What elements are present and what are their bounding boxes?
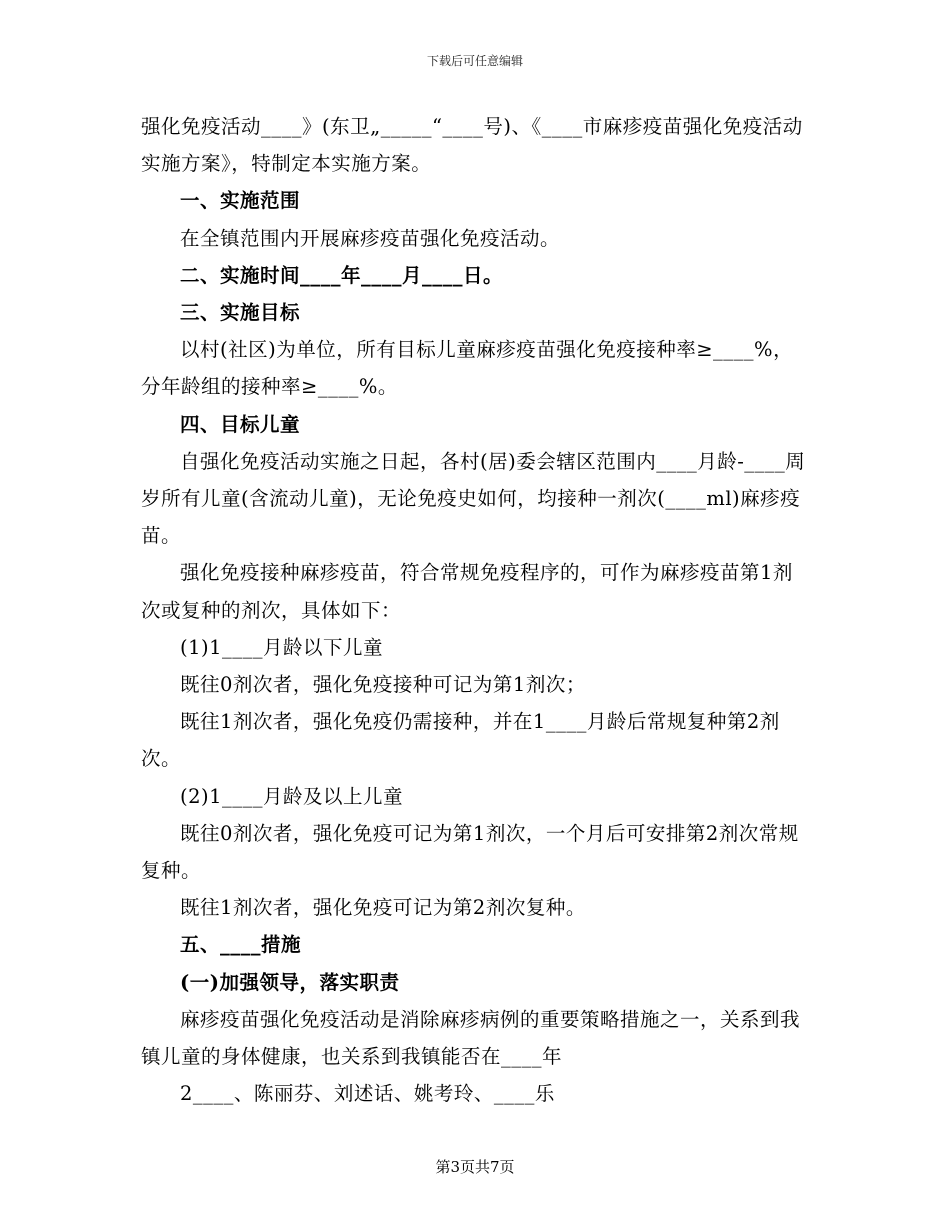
paragraph: 强化免疫活动____》(东卫„_____“____号)、《____市麻疹疫苗强化免疫活动实施方案》，特制定本实施方案。 [141,115,803,176]
paragraph: 在全镇范围内开展麻疹疫苗强化免疫活动。 [180,226,561,250]
paragraph: 既往0剂次者，强化免疫可记为第1剂次，一个月后可安排第2剂次常规复种。 [141,821,799,883]
paragraph: 强化免疫接种麻疹疫苗，符合常规免疫程序的，可作为麻疹疫苗第1剂次或复种的剂次，具体如下： [141,561,793,622]
document-body [141,108,811,1112]
page-header: 下载后可任意编辑 [426,54,523,68]
section-heading: 五、____措施 [180,933,302,957]
paragraph: 2____、陈丽芬、刘述话、姚考玲、____乐 [180,1082,555,1106]
paragraph: 自强化免疫活动实施之日起，各村(居)委会辖区范围内____月龄-____周岁所有儿童(含流动儿童)，无论免疫史如何，均接种一剂次(____ml)麻疹疫苗。 [141,449,806,548]
paragraph: 既往0剂次者，强化免疫接种可记为第1剂次； [180,673,586,697]
list-item: (1)1____月龄以下儿童 [180,635,384,659]
paragraph: 既往1剂次者，强化免疫可记为第2剂次复种。 [180,896,586,920]
list-item: (2)1____月龄及以上儿童 [180,784,404,808]
paragraph: 麻疹疫苗强化免疫活动是消除麻疹病例的重要策略措施之一，关系到我镇儿童的身体健康，也关系到我镇能否在____年 [141,1007,801,1069]
section-heading: 四、目标儿童 [180,412,301,436]
paragraph: 以村(社区)为单位，所有目标儿童麻疹疫苗强化免疫接种率≥____%，分年龄组的接种率≥____%。 [141,338,794,399]
page-footer: 第3页共7页 [435,1158,515,1176]
paragraph: 既往1剂次者，强化免疫仍需接种，并在1____月龄后常规复种第2剂次。 [141,710,780,771]
subsection-heading: (一)加强领导，落实职责 [180,970,400,994]
section-heading: 三、实施目标 [180,301,301,325]
section-heading: 二、实施时间____年____月____日。 [180,263,504,287]
section-heading: 一、实施范围 [180,189,301,213]
